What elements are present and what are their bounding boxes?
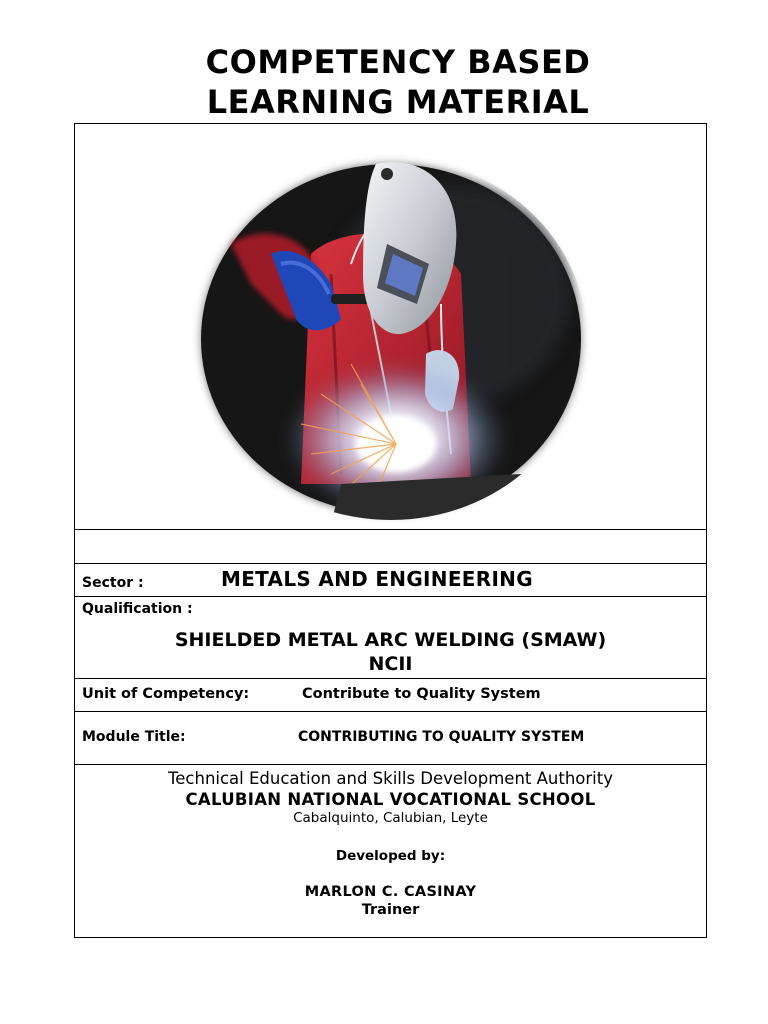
- image-row: [75, 124, 706, 530]
- agency-name: Technical Education and Skills Development Authority: [167, 769, 613, 788]
- school-address: Cabalquinto, Calubian, Leyte: [293, 810, 488, 826]
- author-role: Trainer: [361, 902, 420, 918]
- author-name: MARLON C. CASINAY: [304, 884, 477, 900]
- sector-value: METALS AND ENGINEERING: [221, 567, 533, 591]
- developed-by-label: Developed by:: [335, 848, 446, 864]
- unit-of-competency-row: [75, 679, 706, 712]
- module-value: CONTRIBUTING TO QUALITY SYSTEM: [298, 729, 585, 745]
- module-title-row: [75, 712, 706, 765]
- module-label: Module Title:: [82, 729, 186, 745]
- footer-row: [75, 765, 706, 937]
- school-name: CALUBIAN NATIONAL VOCATIONAL SCHOOL: [185, 790, 596, 809]
- unit-label: Unit of Competency:: [82, 686, 250, 702]
- qualification-line-1: SHIELDED METAL ARC WELDING (SMAW): [174, 629, 607, 651]
- cover-frame: [74, 123, 707, 938]
- sector-row: [75, 564, 706, 597]
- blank-row: [75, 530, 706, 564]
- title-line-1: COMPETENCY BASED: [205, 43, 591, 81]
- welder-photo: [191, 154, 591, 524]
- unit-value: Contribute to Quality System: [302, 686, 541, 702]
- qualification-label: Qualification :: [82, 601, 193, 617]
- page-title: [0, 42, 768, 122]
- qualification-row: [75, 597, 706, 679]
- qualification-line-2: NCII: [368, 653, 413, 675]
- title-line-2: LEARNING MATERIAL: [206, 83, 590, 121]
- qualification-value: [75, 628, 706, 676]
- sector-label: Sector :: [82, 575, 144, 591]
